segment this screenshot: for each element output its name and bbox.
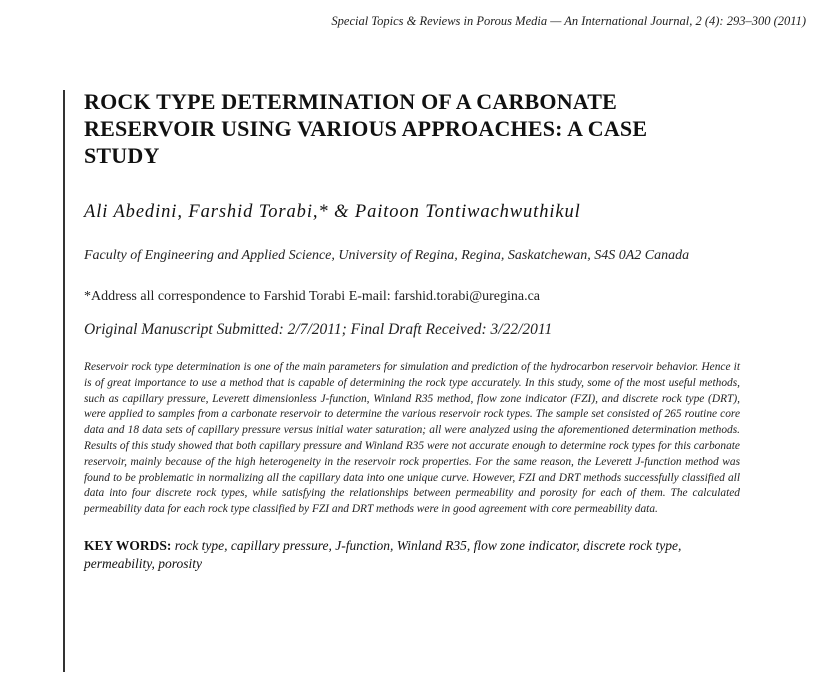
paper-title: ROCK TYPE DETERMINATION OF A CARBONATE RESERVOIR USING VARIOUS APPROACHES: A CASE STUDY — [84, 89, 648, 168]
affiliation: Faculty of Engineering and Applied Science, University of Regina, Regina, Saskatchewan, S4S 0A2 Canada — [84, 248, 690, 263]
keywords-label: KEY WORDS: — [84, 537, 172, 553]
left-margin-rule — [63, 90, 65, 672]
correspondence-note: *Address all correspondence to Farshid Torabi E-mail: farshid.torabi@uregina.ca — [84, 289, 541, 304]
author-list: Ali Abedini, Farshid Torabi,* & Paitoon Tontiwachwuthikul — [84, 202, 581, 222]
running-head: Special Topics & Reviews in Porous Media — An International Journal, 2 (4): 293–300 (2011) — [331, 14, 806, 28]
manuscript-dates: Original Manuscript Submitted: 2/7/2011; Final Draft Received: 3/22/2011 — [84, 321, 553, 338]
keywords-text: rock type, capillary pressure, J-function, Winland R35, flow zone indicator, discrete rock type, permeability, porosity — [84, 537, 682, 571]
keywords — [84, 537, 740, 573]
abstract: Reservoir rock type determination is one of the main parameters for simulation and prediction of the hydrocarbon reservoir behavior. Hence it is of great importance to use a method that is capable of determining the rock type accurately. In this study, some of the most useful methods, such as capillary pressure, Leverett dimensionless J-function, Winland R35 method, flow zone indicator (FZI), and discrete rock type (DRT), were applied to samples from a carbonate reservoir to determine the various reservoir rock types. The sample set consisted of 265 routine core data and 18 data sets of capillary pressure versus initial water saturation; all were analyzed using the aforementioned determination methods. Results of this study showed that both capillary pressure and Winland R35 were not accurate enough to determine rock types for this carbonate reservoir, mainly because of the high heterogeneity in the reservoir rock properties. For the same reason, the Leverett J-function method was found to be problematic in normalizing all the capillary data into one unique curve. However, FZI and DRT methods successfully classified all data into four discrete rock types, while satisfying the relationships between permeability and porosity for each of them. The calculated permeability data for each rock type classified by FZI and DRT methods were in good agreement with core permeability data. — [84, 361, 740, 516]
paper-header-block — [84, 88, 740, 573]
